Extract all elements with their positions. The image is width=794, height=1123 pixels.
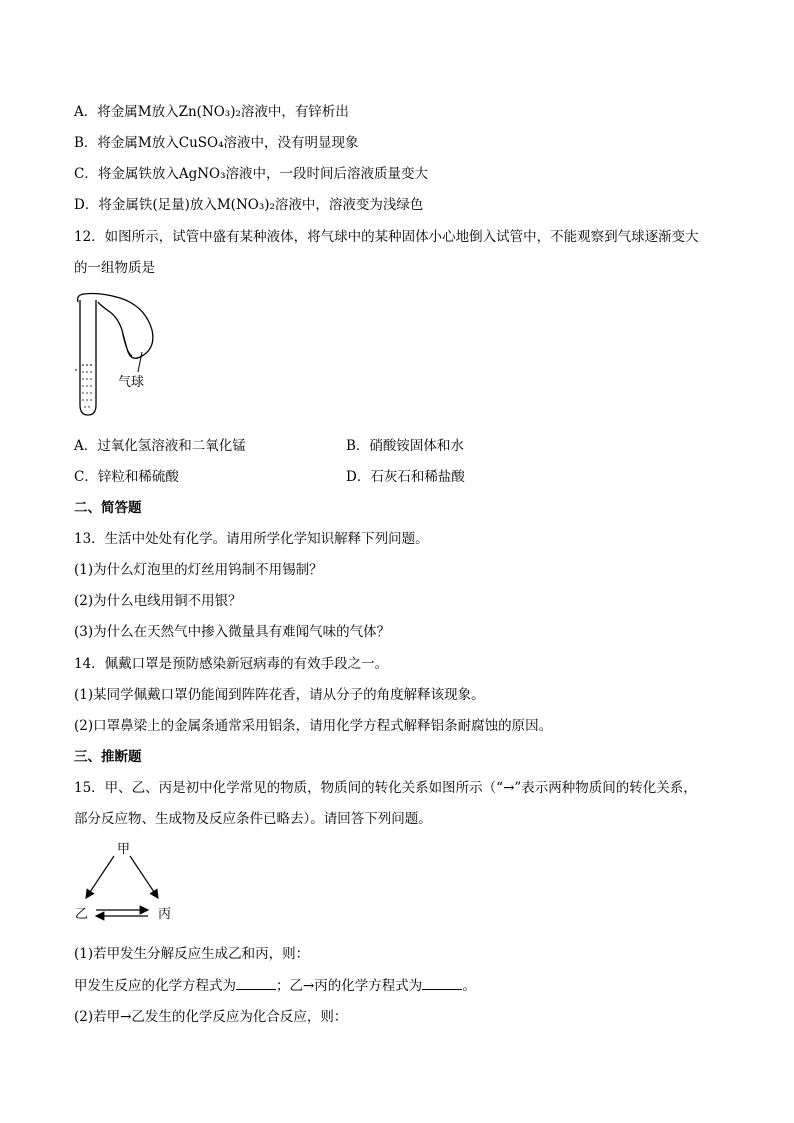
q11-option-b: B．将金属M放入CuSO₄溶液中，没有明显现象 xyxy=(74,135,359,151)
q12-stem-line2: 的一组物质是 xyxy=(74,260,155,276)
q11-option-d: D．将金属铁(足量)放入M(NO₃)₂溶液中，溶液变为浅绿色 xyxy=(74,197,424,213)
q14-part1: (1)某同学佩戴口罩仍能闻到阵阵花香，请从分子的角度解释该现象。 xyxy=(74,687,485,703)
diagram-node-jia: 甲 xyxy=(117,842,131,857)
diagram-node-yi: 乙 xyxy=(75,907,89,922)
balloon-label: 气球 xyxy=(118,375,145,390)
q14-part2: (2)口罩鼻梁上的金属条通常采用铝条，请用化学方程式解释铝条耐腐蚀的原因。 xyxy=(74,718,553,734)
answer-blank-1[interactable] xyxy=(236,976,276,990)
q15-stem-line1: 15．甲、乙、丙是初中化学常见的物质，物质间的转化关系如图所示（“→”表示两种物质间的转化关系， xyxy=(74,780,697,796)
q13-part3: (3)为什么在天然气中掺入微量具有难闻气味的气体？ xyxy=(74,624,391,640)
q15-stem-line2: 部分反应物、生成物及反应条件已略去）。请回答下列问题。 xyxy=(74,811,432,827)
q14-stem: 14．佩戴口罩是预防感染新冠病毒的有效手段之一。 xyxy=(74,656,389,672)
q15-part1-equations xyxy=(74,976,476,995)
q12-option-a: A．过氧化氢溶液和二氧化锰 xyxy=(74,438,246,454)
q15-part1-sep-text: ；乙→丙的化学方程式为 xyxy=(276,978,423,994)
q15-part1-a-text: 甲发生反应的化学方程式为 xyxy=(74,978,236,994)
q13-part1: (1)为什么灯泡里的灯丝用钨制不用锡制？ xyxy=(74,562,323,578)
q11-option-c: C．将金属铁放入AgNO₃溶液中，一段时间后溶液质量变大 xyxy=(74,166,429,182)
q13-stem: 13．生活中处处有化学。请用所学化学知识解释下列问题。 xyxy=(74,531,429,547)
test-tube-balloon-figure xyxy=(70,290,170,420)
q15-part1: (1)若甲发生分解反应生成乙和丙，则： xyxy=(74,946,310,962)
q13-part2: (2)为什么电线用铜不用银？ xyxy=(74,593,242,609)
q12-option-c: C．锌粒和稀硫酸 xyxy=(74,469,179,485)
q15-part2: (2)若甲→乙发生的化学反应为化合反应，则： xyxy=(74,1009,348,1025)
q15-part1-end-text: 。 xyxy=(462,978,476,994)
q12-option-d: D．石灰石和稀盐酸 xyxy=(346,469,465,485)
q11-option-a: A．将金属M放入Zn(NO₃)₂溶液中，有锌析出 xyxy=(74,104,349,120)
q12-stem-line1: 12．如图所示，试管中盛有某种液体，将气球中的某种固体小心地倒入试管中，不能观察到气球逐渐变大 xyxy=(74,229,699,245)
answer-blank-2[interactable] xyxy=(422,976,462,990)
q12-option-b: B．硝酸铵固体和水 xyxy=(346,438,464,454)
section-3-title: 三、推断题 xyxy=(74,749,142,765)
section-2-title: 二、简答题 xyxy=(74,500,142,516)
diagram-node-bing: 丙 xyxy=(158,907,172,922)
